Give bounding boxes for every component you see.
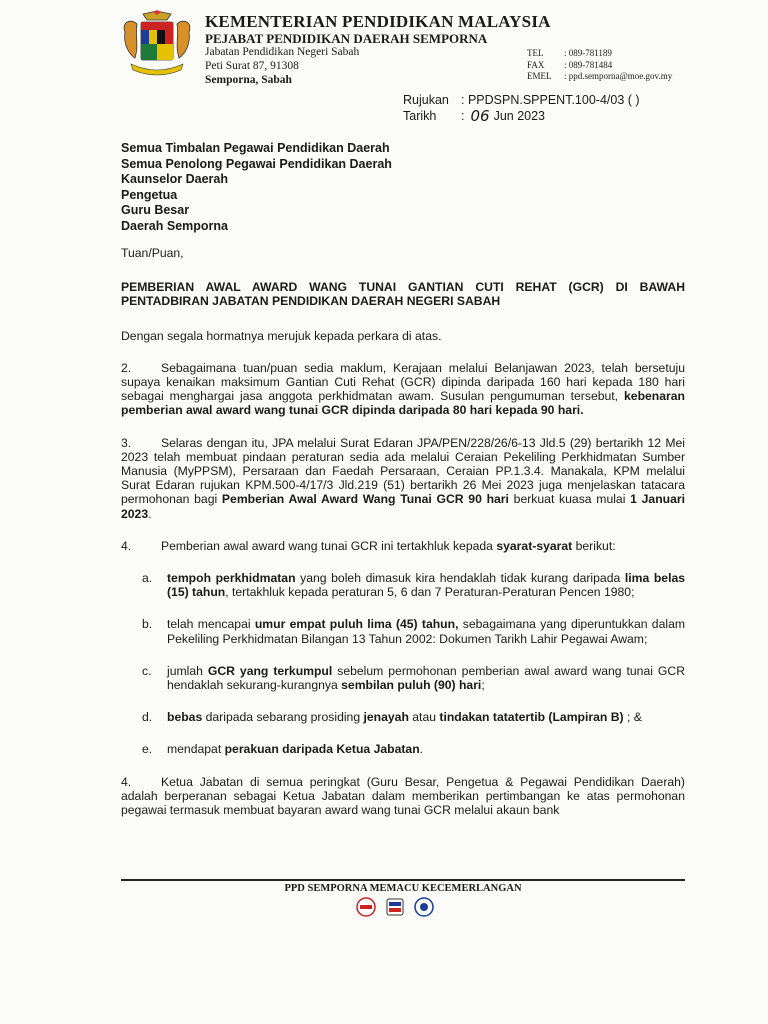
date-colon: : bbox=[461, 109, 465, 123]
condition-item-c bbox=[142, 664, 685, 692]
item-marker: e. bbox=[142, 742, 153, 757]
addressee-line: Semua Timbalan Pegawai Pendidikan Daerah bbox=[121, 141, 390, 155]
item-bold: perakuan daripada Ketua Jabatan bbox=[224, 742, 420, 757]
item-marker: c. bbox=[142, 663, 152, 678]
footer-motto: PPD SEMPORNA MEMACU KECEMERLANGAN bbox=[284, 883, 522, 894]
paragraph-5 bbox=[121, 775, 685, 818]
item-bold: bebas bbox=[167, 710, 203, 725]
department-name: Jabatan Pendidikan Negeri Sabah bbox=[205, 46, 360, 58]
paragraph-bold: 1 Januari 2023 bbox=[121, 492, 685, 521]
paragraph-text: berikut: bbox=[572, 538, 616, 553]
subject-heading: PEMBERIAN AWAL AWARD WANG TUNAI GANTIAN CUTI REHAT (GCR) DI BAWAH PENTADBIRAN JABATAN PENDIDIKAN DAERAH NEGERI SABAH bbox=[121, 280, 685, 309]
emblem-red-icon bbox=[355, 897, 377, 917]
condition-item-b bbox=[142, 617, 685, 645]
paragraph-number: 2. bbox=[121, 360, 132, 375]
footer-logos bbox=[355, 896, 435, 918]
contact-label: FAX bbox=[527, 59, 545, 70]
paragraph-text: Ketua Jabatan di semua peringkat (Guru Besar, Pengetua & Pegawai Pendidikan Daerah) adalah berperanan sebagai Ketua Jabatan dalam memberikan pertimbangan ke atas permohonan pegawai termasuk membuat bayaran award wang tunai GCR melalui akaun bank bbox=[121, 774, 685, 818]
condition-item-a bbox=[142, 571, 685, 599]
salutation: Tuan/Puan, bbox=[121, 246, 184, 260]
item-plain: mendapat bbox=[167, 742, 225, 757]
contact-label: TEL bbox=[527, 48, 544, 58]
contact-fax bbox=[527, 60, 672, 72]
item-bold: tempoh perkhidmatan bbox=[167, 571, 296, 586]
letter-body bbox=[121, 246, 685, 835]
reference-row bbox=[403, 92, 640, 108]
item-plain: ; bbox=[481, 678, 485, 693]
item-plain: yang boleh dimasuk kira hendaklah tidak kurang daripada bbox=[295, 571, 625, 586]
reference-value: : PPDSPN.SPPENT.100-4/03 ( ) bbox=[461, 93, 640, 107]
item-bold: GCR yang terkumpul bbox=[207, 663, 333, 678]
paragraph-bold: kebenaran pemberian awal award wang tunai GCR dipinda daripada 80 hari kepada 90 hari. bbox=[121, 389, 685, 418]
item-text bbox=[167, 742, 423, 756]
emblem-blue-icon bbox=[413, 897, 435, 917]
item-bold: jenayah bbox=[363, 710, 409, 725]
contact-block bbox=[527, 48, 672, 83]
town: Semporna, Sabah bbox=[205, 74, 292, 86]
item-plain: , tertakhluk kepada peraturan 5, 6 dan 7 Peraturan-Peraturan Pencen 1980; bbox=[225, 585, 635, 600]
contact-value: : 089-781484 bbox=[564, 59, 613, 70]
item-marker: d. bbox=[142, 710, 153, 725]
jata-negara-crest-icon bbox=[117, 10, 197, 80]
contact-email bbox=[527, 71, 672, 83]
paragraph-text: Sebagaimana tuan/puan sedia maklum, Kerajaan melalui Belanjawan 2023, telah bersetuju supaya kenaikan maksimum Gantian Cuti Rehat (GCR) dipinda daripada 160 hari kepada 180 hari sebagai menghargai jasa anggota perkhidmatan awam. Susulan pengumuman tersebut, bbox=[121, 360, 685, 404]
item-text bbox=[167, 664, 685, 692]
item-plain: telah mencapai bbox=[167, 617, 255, 632]
condition-item-d bbox=[142, 710, 685, 724]
date-day-handwritten: 06 bbox=[470, 107, 490, 125]
condition-item-e bbox=[142, 742, 685, 756]
emblem-crest-icon bbox=[384, 897, 406, 917]
paragraph-2 bbox=[121, 361, 685, 418]
footer-divider bbox=[121, 879, 685, 881]
item-bold: umur empat puluh lima (45) tahun, bbox=[254, 617, 459, 632]
item-bold: sembilan puluh (90) hari bbox=[341, 678, 482, 693]
paragraph-4 bbox=[121, 539, 685, 553]
paragraph-text: Pemberian awal award wang tunai GCR ini tertakhluk kepada bbox=[161, 538, 497, 553]
item-plain: ; & bbox=[623, 710, 642, 725]
item-bold: lima belas (15) tahun bbox=[167, 571, 686, 600]
ministry-name: KEMENTERIAN PENDIDIKAN MALAYSIA bbox=[205, 12, 551, 31]
addressee-line: Semua Penolong Pegawai Pendidikan Daerah bbox=[121, 156, 392, 171]
reference-label: Rujukan bbox=[403, 93, 449, 107]
addressee-line: Guru Besar bbox=[121, 203, 190, 217]
date-row bbox=[403, 108, 640, 124]
contact-label: EMEL bbox=[527, 71, 552, 81]
paragraph-text: . bbox=[148, 506, 152, 521]
item-plain: sebelum permohonan pemberian awal award wang tunai GCR hendaklah sekurang-kurangnya bbox=[167, 663, 685, 693]
intro-paragraph: Dengan segala hormatnya merujuk kepada perkara di atas. bbox=[121, 328, 442, 343]
item-plain: atau bbox=[408, 710, 440, 725]
paragraph-text: berkuat kuasa mulai bbox=[508, 492, 631, 507]
letterhead bbox=[205, 12, 551, 87]
paragraph-bold: syarat-syarat bbox=[496, 538, 573, 553]
paragraph-3 bbox=[121, 436, 685, 521]
contact-tel bbox=[527, 48, 672, 60]
addressee-line: Pengetua bbox=[121, 187, 178, 202]
po-box: Peti Surat 87, 91308 bbox=[205, 59, 299, 72]
item-plain: daripada sebarang prosiding bbox=[202, 710, 364, 725]
paragraph-number: 3. bbox=[121, 435, 132, 450]
item-text bbox=[167, 710, 642, 724]
addressee-line: Kaunselor Daerah bbox=[121, 172, 228, 186]
item-plain: . bbox=[419, 742, 424, 757]
paragraph-text: Selaras dengan itu, JPA melalui Surat Edaran JPA/PEN/228/26/6-13 Jld.5 (29) bertarikh 12 Mei 2023 telah membuat pindaan peraturan sedia ada melalui Ceraian Pekeliling Perkhidmatan Sumber Manusia (MyPPSM), Persaraan dan Faedah Persaraan, Ceraian PP.1.3.4. Manakala, KPM melalui Surat Edaran rujukan KPM.500-4/17/3 Jld.219 (51) bertarikh 26 Mei 2023 juga menjelaskan tatacara permohonan bagi bbox=[121, 435, 685, 507]
contact-value: : 089-781189 bbox=[564, 48, 612, 58]
reference-block bbox=[403, 92, 640, 124]
paragraph-number: 4. bbox=[121, 774, 132, 789]
item-plain: sebagaimana yang diperuntukkan dalam Pekeliling Perkhidmatan Bilangan 13 Tahun 2002: Dokumen Tarikh Lahir Pegawai Awam; bbox=[167, 617, 685, 646]
item-text bbox=[167, 617, 685, 645]
contact-value: : ppd.semporna@moe.gov.my bbox=[564, 71, 673, 81]
paragraph-content bbox=[161, 539, 616, 553]
date-month-year: Jun 2023 bbox=[493, 109, 546, 123]
paragraph-bold: Pemberian Awal Award Wang Tunai GCR 90 hari bbox=[221, 492, 509, 507]
addressee-block bbox=[121, 141, 392, 234]
office-name: PEJABAT PENDIDIKAN DAERAH SEMPORNA bbox=[205, 31, 488, 46]
paragraph-number: 4. bbox=[121, 538, 132, 553]
date-label: Tarikh bbox=[403, 109, 437, 123]
item-plain: jumlah bbox=[167, 663, 208, 678]
item-bold: tindakan tatatertib (Lampiran B) bbox=[439, 710, 624, 725]
item-marker: a. bbox=[142, 571, 153, 586]
addressee-line: Daerah Semporna bbox=[121, 218, 228, 233]
item-marker: b. bbox=[142, 617, 153, 632]
item-text bbox=[167, 571, 685, 599]
